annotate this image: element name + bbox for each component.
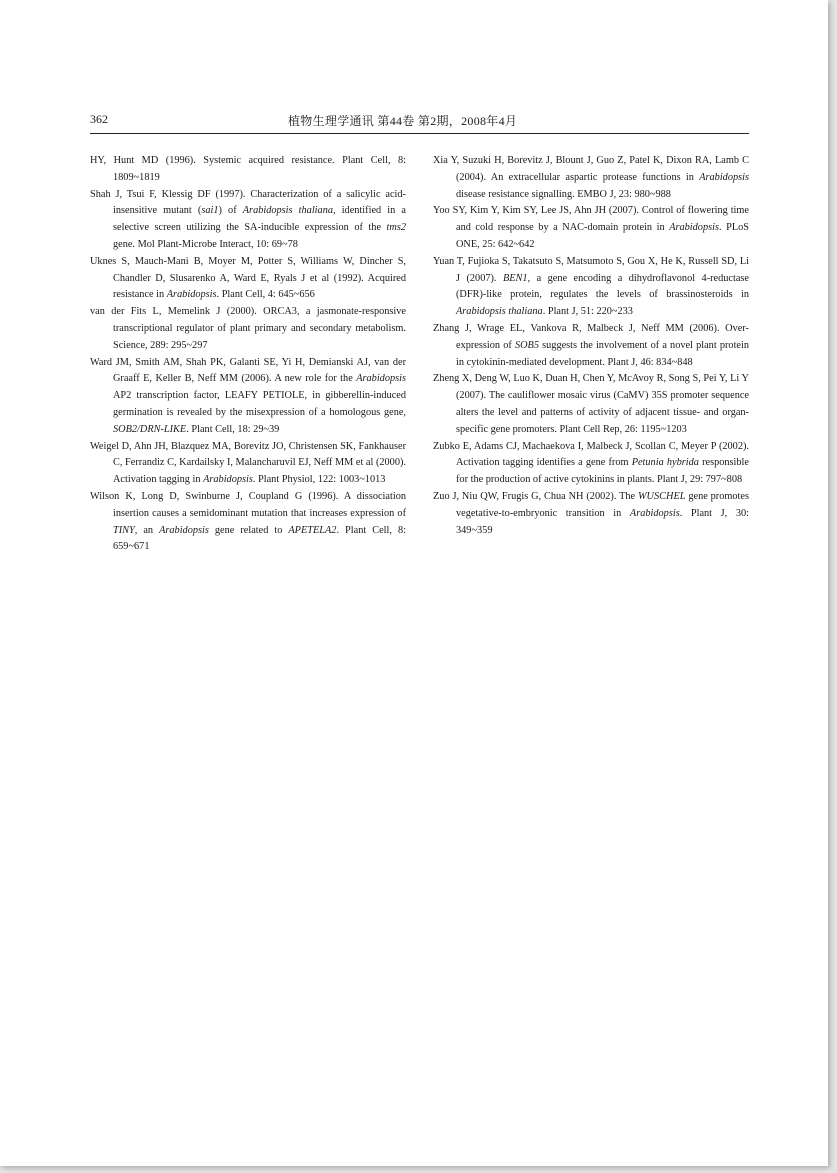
reference-entry — [90, 254, 406, 304]
reference-text: , a gene encoding a dihydroflavonol 4-reductase (DFR)-like protein, regulates the levels of brassinosteroids in — [456, 272, 749, 301]
reference-text: disease resistance signalling. EMBO J, 23: 980~988 — [456, 188, 671, 200]
reference-text: Shah J, Tsui F, Klessig DF (1997). Characterization of a salicylic acid-insensitive mutant ( — [90, 188, 406, 217]
reference-text: Wilson K, Long D, Swinburne J, Coupland G (1996). A dissociation insertion causes a semidominant mutation that increases expression of — [90, 490, 406, 519]
reference-text: van der Fits L, Memelink J (2000). ORCA3, a jasmonate-responsive transcriptional regulator of plant primary and secondary metabolism. Science, 289: 295~297 — [90, 306, 406, 351]
reference-text: . Plant Physiol, 122: 1003~1013 — [252, 474, 386, 486]
reference-text: . Plant J, 51: 220~233 — [542, 306, 633, 318]
reference-text: Uknes S, Mauch-Mani B, Moyer M, Potter S, Williams W, Dincher S, Chandler D, Slusarenko A, Ward E, Ryals J et al (1992). Acquired resistance in — [90, 255, 406, 301]
reference-text: HY, Hunt MD (1996). Systemic acquired resistance. Plant Cell, 8: 1809~1819 — [90, 155, 406, 183]
reference-italic-text: TINY — [113, 524, 135, 536]
page-number: 362 — [90, 112, 108, 126]
reference-text: . Plant J, 30: 349~359 — [456, 507, 749, 536]
reference-italic-text: Arabidopsis thaliana — [242, 205, 333, 217]
reference-italic-text: Arabidopsis — [669, 222, 719, 234]
reference-entry — [90, 439, 406, 489]
reference-entry — [433, 439, 749, 489]
reference-entry — [90, 187, 406, 254]
reference-text: Zhang J, Wrage EL, Vankova R, Malbeck J, Neff MM (2006). Over-expression of — [433, 322, 749, 351]
reference-entry — [433, 254, 749, 321]
reference-text: Zuo J, Niu QW, Frugis G, Chua NH (2002). The — [433, 490, 638, 502]
reference-entry — [433, 203, 749, 253]
reference-text: Zubko E, Adams CJ, Machaekova I, Malbeck J, Scollan C, Meyer P (2002). Activation tagging identifies a gene from — [433, 440, 749, 469]
reference-italic-text: WUSCHEL — [637, 490, 686, 502]
reference-text: Yoo SY, Kim Y, Kim SY, Lee JS, Ahn JH (2007). Control of flowering time and cold response by a NAC-domain protein in — [433, 205, 749, 234]
reference-italic-text: BEN1 — [502, 272, 528, 284]
references-right-column — [433, 153, 749, 539]
reference-entry — [433, 321, 749, 371]
reference-italic-text: Arabidopsis — [356, 373, 406, 385]
reference-text: Ward JM, Smith AM, Shah PK, Galanti SE, Yi H, Demianski AJ, van der Graaff E, Keller B, Neff MM (2006). A new role for the — [90, 356, 406, 385]
reference-italic-text: tms2 — [386, 222, 406, 234]
reference-entry — [433, 153, 749, 203]
reference-italic-text: Arabidopsis — [203, 474, 253, 486]
reference-text: Yuan T, Fujioka S, Takatsuto S, Matsumoto S, Gou X, He K, Russell SD, Li J (2007). — [433, 255, 749, 284]
reference-text: . Plant Cell, 4: 645~656 — [216, 289, 315, 301]
reference-text: , identified in a selective screen utilizing the SA-inducible expression of the — [113, 205, 406, 234]
reference-text: ) of — [218, 205, 243, 217]
reference-text: Weigel D, Ahn JH, Blazquez MA, Borevitz JO, Christensen SK, Fankhauser C, Ferrandiz C, Kardailsky I, Malancharuvil EJ, Neff MM et al (2000). Activation tagging in — [90, 440, 406, 486]
reference-italic-text: APETELA2 — [288, 524, 337, 536]
reference-text: , an — [134, 524, 160, 536]
reference-italic-text: Arabidopsis — [159, 524, 209, 536]
reference-text: suggests the involvement of a novel plant protein in cytokinin-mediated development. Plant J, 46: 834~848 — [456, 339, 750, 368]
reference-italic-text: Arabidopsis thaliana — [456, 306, 543, 318]
reference-text: . Plant Cell, 18: 29~39 — [186, 423, 280, 435]
reference-entry — [90, 304, 406, 354]
reference-italic-text: Arabidopsis — [629, 507, 680, 519]
reference-entry — [90, 153, 406, 187]
page-header — [90, 111, 749, 134]
reference-text: responsible for the production of active cytokinins in plants. Plant J, 29: 797~808 — [456, 457, 749, 486]
reference-entry — [90, 489, 406, 556]
running-title: 植物生理学通讯 第44卷 第2期，2008年4月 — [288, 114, 518, 128]
reference-italic-text: SOB5 — [514, 339, 539, 351]
reference-entry — [90, 355, 406, 439]
reference-italic-text: Arabidopsis — [699, 171, 749, 183]
reference-text: Xia Y, Suzuki H, Borevitz J, Blount J, Guo Z, Patel K, Dixon RA, Lamb C (2004). An extracellular aspartic protease functions in — [433, 155, 749, 183]
reference-text: gene promotes vegetative-to-embryonic transition in — [456, 490, 749, 519]
reference-entry — [433, 371, 749, 438]
reference-text: . Plant Cell, 8: 659~671 — [113, 524, 406, 553]
reference-italic-text: Arabidopsis — [166, 289, 217, 301]
reference-text: Zheng X, Deng W, Luo K, Duan H, Chen Y, McAvoy R, Song S, Pei Y, Li Y (2007). The cauliflower mosaic virus (CaMV) 35S promoter sequence alters the level and patterns of activity of adjacent tissue- and organ-specific gene promoters. Plant Cell Rep, 26: 1195~1203 — [433, 373, 749, 435]
references-left-column — [90, 153, 406, 556]
reference-text: gene related to — [208, 524, 289, 536]
reference-italic-text: sai1 — [201, 205, 219, 217]
reference-text: gene. Mol Plant-Microbe Interact, 10: 69~78 — [113, 238, 298, 250]
reference-text: AP2 transcription factor, LEAFY PETIOLE, in gibberellin-induced germination is revealed by the misexpression of a homologous gene, — [113, 390, 406, 418]
reference-italic-text: Petunia hybrida — [631, 457, 699, 469]
reference-text: . PLoS ONE, 25: 642~642 — [456, 222, 749, 250]
reference-italic-text: SOB2/DRN-LIKE — [113, 423, 187, 435]
reference-entry — [433, 489, 749, 539]
